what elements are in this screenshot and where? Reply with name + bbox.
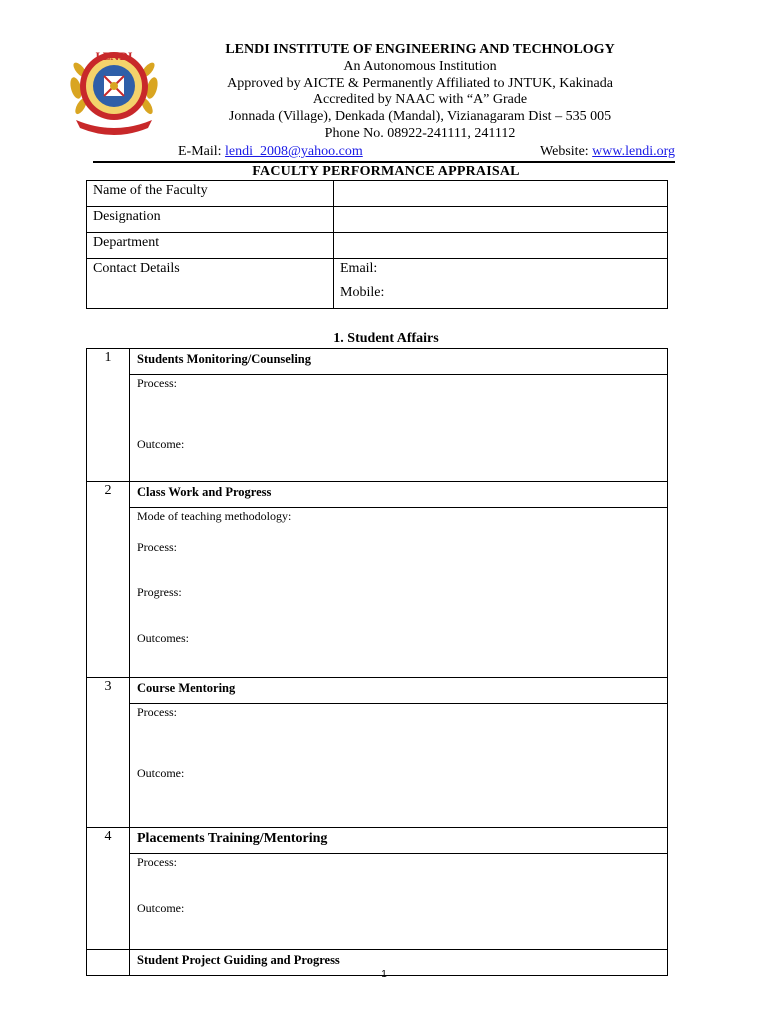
item-number: 3	[87, 678, 130, 828]
methodology-label: Mode of teaching methodology:	[137, 509, 292, 523]
website-link[interactable]: www.lendi.org	[592, 144, 675, 159]
outcome-label: Outcome:	[137, 901, 185, 915]
department-field[interactable]	[334, 233, 668, 259]
website-label: Website:	[540, 144, 589, 159]
student-affairs-table	[86, 348, 668, 976]
process-label: Process:	[137, 540, 177, 554]
process-label: Process:	[137, 855, 177, 869]
name-field[interactable]	[334, 181, 668, 207]
faculty-info-table	[86, 180, 668, 309]
institution-address: Jonnada (Village), Denkada (Mandal), Vizianagaram Dist – 535 005	[228, 109, 612, 125]
page-number: 1	[381, 969, 387, 980]
form-title: FACULTY PERFORMANCE APPRAISAL	[252, 164, 520, 179]
contact-label: Contact Details	[87, 259, 334, 309]
email-label: E-Mail:	[178, 144, 222, 159]
item-body[interactable]	[130, 854, 668, 950]
name-label: Name of the Faculty	[87, 181, 334, 207]
item-number: 4	[87, 828, 130, 950]
designation-label: Designation	[87, 207, 334, 233]
item-number: 2	[87, 482, 130, 678]
item-body[interactable]	[130, 375, 668, 482]
contact-field[interactable]	[334, 259, 668, 309]
email-link[interactable]: lendi_2008@yahoo.com	[225, 144, 363, 159]
outcome-label: Outcome:	[137, 437, 185, 451]
item-body[interactable]	[130, 704, 668, 828]
item-heading: Student Project Guiding and Progress	[130, 950, 668, 976]
institution-approval: Approved by AICTE & Permanently Affiliated to JNTUK, Kakinada	[227, 75, 613, 91]
process-label: Process:	[137, 705, 177, 719]
item-heading: Class Work and Progress	[130, 482, 668, 508]
contact-mobile-label: Mobile:	[340, 285, 385, 300]
item-heading: Students Monitoring/Counseling	[130, 349, 668, 375]
progress-label: Progress:	[137, 585, 182, 599]
outcome-label: Outcome:	[137, 766, 185, 780]
letterhead	[170, 42, 670, 143]
header-divider	[93, 161, 675, 163]
contact-line	[178, 144, 675, 160]
item-body[interactable]	[130, 508, 668, 678]
institution-status: An Autonomous Institution	[343, 58, 497, 74]
department-label: Department	[87, 233, 334, 259]
logo-text: LENDI	[95, 52, 133, 63]
item-heading: Course Mentoring	[130, 678, 668, 704]
institution-accreditation: Accredited by NAAC with “A” Grade	[312, 92, 528, 108]
process-label: Process:	[137, 376, 177, 390]
institution-name: LENDI INSTITUTE OF ENGINEERING AND TECHNOLOGY	[225, 42, 615, 57]
item-heading: Placements Training/Mentoring	[130, 828, 668, 854]
outcomes-label: Outcomes:	[137, 631, 189, 645]
institution-phone: Phone No. 08922-241111, 241112	[324, 125, 516, 141]
institution-logo	[66, 40, 162, 136]
section-title: 1. Student Affairs	[333, 331, 439, 346]
designation-field[interactable]	[334, 207, 668, 233]
contact-email-label: Email:	[340, 261, 378, 276]
item-number: 1	[87, 349, 130, 482]
